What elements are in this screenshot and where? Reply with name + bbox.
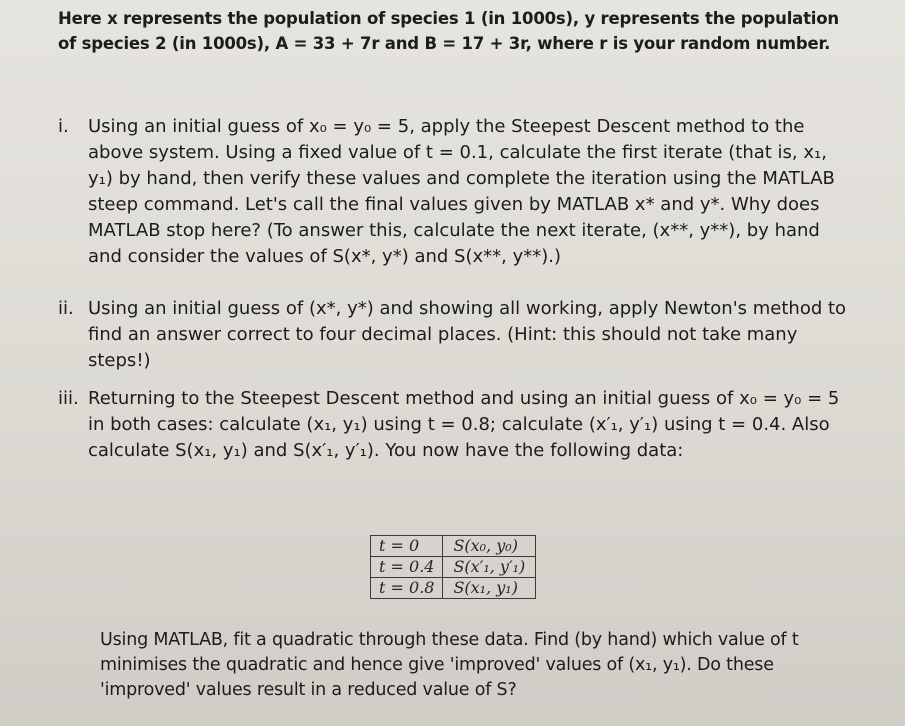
data-table (370, 535, 536, 599)
table-cell-t: t = 0 (371, 536, 443, 557)
item-number: ii. (58, 298, 74, 319)
intro-paragraph: Here x represents the population of species 1 (in 1000s), y represents the population of species 2 (in 1000s), A = 33 + 7r and B = 17 + 3r, where r is your random number. (58, 9, 839, 53)
closing-paragraph: Using MATLAB, fit a quadratic through these data. Find (by hand) which value of t minimises the quadratic and hence give 'improved' values of (x₁, y₁). Do these 'improved' values result in a reduced value of S? (100, 630, 799, 700)
question-item-1 (58, 114, 858, 294)
table-row (371, 557, 536, 578)
item-text: Using an initial guess of (x*, y*) and showing all working, apply Newton's method to find an answer correct to four decimal places. (Hint: this should not take many steps!) (88, 298, 847, 371)
table-cell-t: t = 0.4 (371, 557, 443, 578)
item-number: iii. (58, 388, 79, 409)
table-row (371, 578, 536, 599)
table-row (371, 536, 536, 557)
item-text: Returning to the Steepest Descent method and using an initial guess of x₀ = y₀ = 5 in both cases: calculate (x₁, y₁) using t = 0.8; calculate (x′₁, y′₁) using t = 0.4. Also calculate S(x₁, y₁) and S(x′₁, y′₁). You now have the following data: (88, 388, 840, 461)
table-cell-s: S(x₀, y₀) (443, 536, 536, 557)
question-item-2 (58, 296, 858, 378)
table-cell-s: S(x′₁, y′₁) (443, 557, 536, 578)
table-cell-s: S(x₁, y₁) (443, 578, 536, 599)
question-item-3 (58, 386, 858, 496)
item-text: Using an initial guess of x₀ = y₀ = 5, apply the Steepest Descent method to the above system. Using a fixed value of t = 0.1, calculate the first iterate (that is, x₁, y₁) by hand, then verify these values and complete the iteration using the MATLAB steep command. Let's call the final values given by MATLAB x* and y*. Why does MATLAB stop here? (To answer this, calculate the next iterate, (x**, y**), by hand and consider the values of S(x*, y*) and S(x**, y**).) (88, 116, 835, 267)
item-number: i. (58, 116, 69, 137)
table-cell-t: t = 0.8 (371, 578, 443, 599)
